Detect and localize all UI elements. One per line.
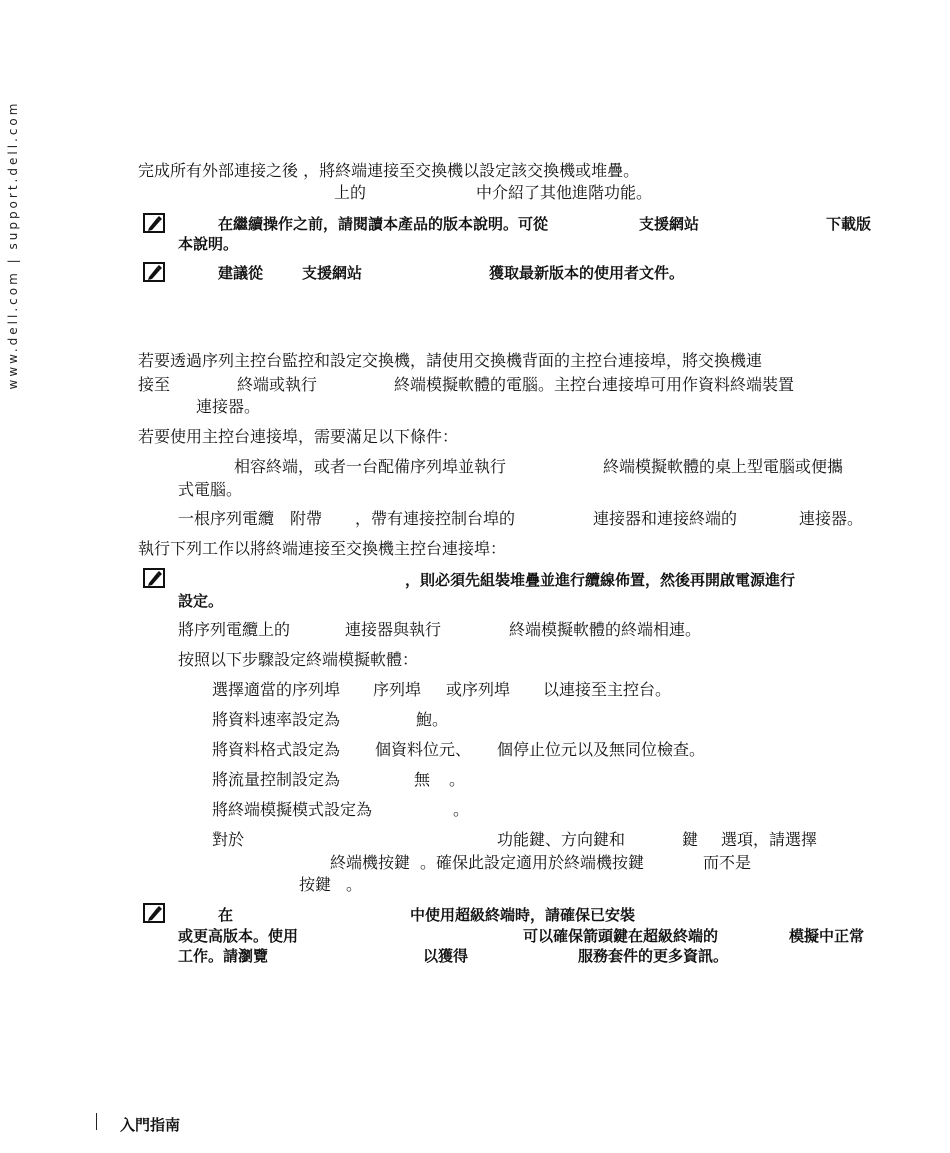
step1-a: 將序列電纜上的 — [178, 620, 291, 639]
note1-text-d: 本說明。 — [178, 235, 239, 253]
substep6-b: 功能鍵、方向鍵和 — [497, 830, 626, 849]
para1-line-3: 連接器。 — [196, 397, 261, 416]
substep6-a: 對於 — [212, 830, 245, 849]
substep4-c: 。 — [449, 770, 466, 789]
substep3-c: 個停止位元以及無同位檢查。 — [497, 740, 706, 759]
steps-intro: 執行下列工作以將終端連接至交換機主控台連接埠： — [138, 539, 507, 558]
requirement-1b: 終端模擬軟體的桌上型電腦或便攜 — [603, 457, 844, 476]
substep6-h: 按鍵 — [299, 875, 332, 894]
substep6-g: 而不是 — [703, 853, 752, 872]
step1-c: 終端模擬軟體的終端相連。 — [509, 620, 702, 639]
para1-line-2b: 終端或執行 — [237, 375, 318, 394]
requirement-2a: 一根序列電纜 — [178, 509, 275, 528]
note4-text-g: 以獲得 — [423, 947, 469, 965]
note1-text-b: 支援網站 — [639, 215, 700, 233]
intro-line-2b: 中介紹了其他進階功能。 — [476, 183, 653, 202]
substep1-c: 或序列埠 — [446, 680, 511, 699]
requirement-2b: 附帶 — [290, 509, 323, 528]
note3-text-a: ，則必須先組裝堆疊並進行纜線佈置，然後再開啟電源進行 — [405, 571, 796, 589]
note2-text-b: 支援網站 — [302, 264, 363, 282]
note4-text-a: 在 — [218, 906, 234, 924]
intro-line-1: 完成所有外部連接之後 ，將終端連接至交換機以設定該交換機或堆疊。 — [138, 161, 640, 180]
note1-text-a: 在繼續操作之前，請閱讀本產品的版本說明。可從 — [218, 215, 549, 233]
note2-text-a: 建議從 — [218, 264, 264, 282]
requirement-1a: 相容終端，或者一台配備序列埠並執行 — [234, 457, 507, 476]
sidebar-url — [4, 100, 22, 390]
substep1-b: 序列埠 — [373, 680, 422, 699]
step1-b: 連接器與執行 — [345, 620, 442, 639]
para1-line-1: 若要透過序列主控台監控和設定交換機，請使用交換機背面的主控台連接埠，將交換機連 — [138, 351, 763, 370]
para1-line-2c: 終端模擬軟體的電腦。主控台連接埠可用作資料終端裝置 — [394, 375, 795, 394]
substep6-i: 。 — [346, 875, 363, 894]
footer-divider — [96, 1113, 97, 1130]
note4-text-e: 模擬中正常 — [789, 927, 865, 945]
note-icon — [143, 213, 165, 233]
sidebar-url-text: www.dell.com | support.dell.com — [6, 100, 20, 390]
note4-text-d: 可以確保箭頭鍵在超級終端的 — [523, 927, 719, 945]
substep2-a: 將資料速率設定為 — [212, 710, 341, 729]
para1-line-2a: 接至 — [138, 375, 171, 394]
substep3-b: 個資料位元、 — [375, 740, 472, 759]
substep2-b: 鮑。 — [416, 710, 449, 729]
substep6-d: 選項，請選擇 — [721, 830, 818, 849]
substep1-d: 以連接至主控台。 — [543, 680, 672, 699]
substep5-b: 。 — [453, 800, 470, 819]
substep4-a: 將流量控制設定為 — [212, 770, 341, 789]
note4-text-h: 服務套件的更多資訊。 — [578, 947, 729, 965]
substep6-e: 終端機按鍵 — [330, 853, 411, 872]
substep1-a: 選擇適當的序列埠 — [212, 680, 341, 699]
note1-text-c: 下載版 — [826, 215, 872, 233]
note-icon — [143, 903, 165, 923]
requirement-2d: 連接器和連接終端的 — [593, 509, 738, 528]
substep4-b: 無 — [414, 770, 431, 789]
requirement-1c: 式電腦。 — [178, 480, 243, 499]
note2-text-c: 獲取最新版本的使用者文件。 — [489, 264, 685, 282]
intro-line-2a: 上的 — [334, 183, 367, 202]
note-icon — [143, 262, 165, 282]
substep6-f: 。確保此設定適用於終端機按鍵 — [420, 853, 645, 872]
note4-text-f: 工作。請瀏覽 — [178, 947, 269, 965]
substep5-a: 將終端模擬模式設定為 — [212, 800, 373, 819]
step2: 按照以下步驟設定終端模擬軟體： — [178, 650, 419, 669]
note3-text-b: 設定。 — [178, 592, 224, 610]
note-icon — [143, 568, 165, 588]
requirement-2c: ，帶有連接控制台埠的 — [355, 509, 516, 528]
substep6-c: 鍵 — [682, 830, 699, 849]
note4-text-c: 或更高版本。使用 — [178, 927, 299, 945]
note4-text-b: 中使用超級終端時，請確保已安裝 — [410, 906, 636, 924]
requirement-2e: 連接器。 — [799, 509, 864, 528]
substep3-a: 將資料格式設定為 — [212, 740, 341, 759]
footer-title: 入門指南 — [120, 1116, 181, 1134]
requirements-intro: 若要使用主控台連接埠，需要滿足以下條件： — [138, 427, 459, 446]
